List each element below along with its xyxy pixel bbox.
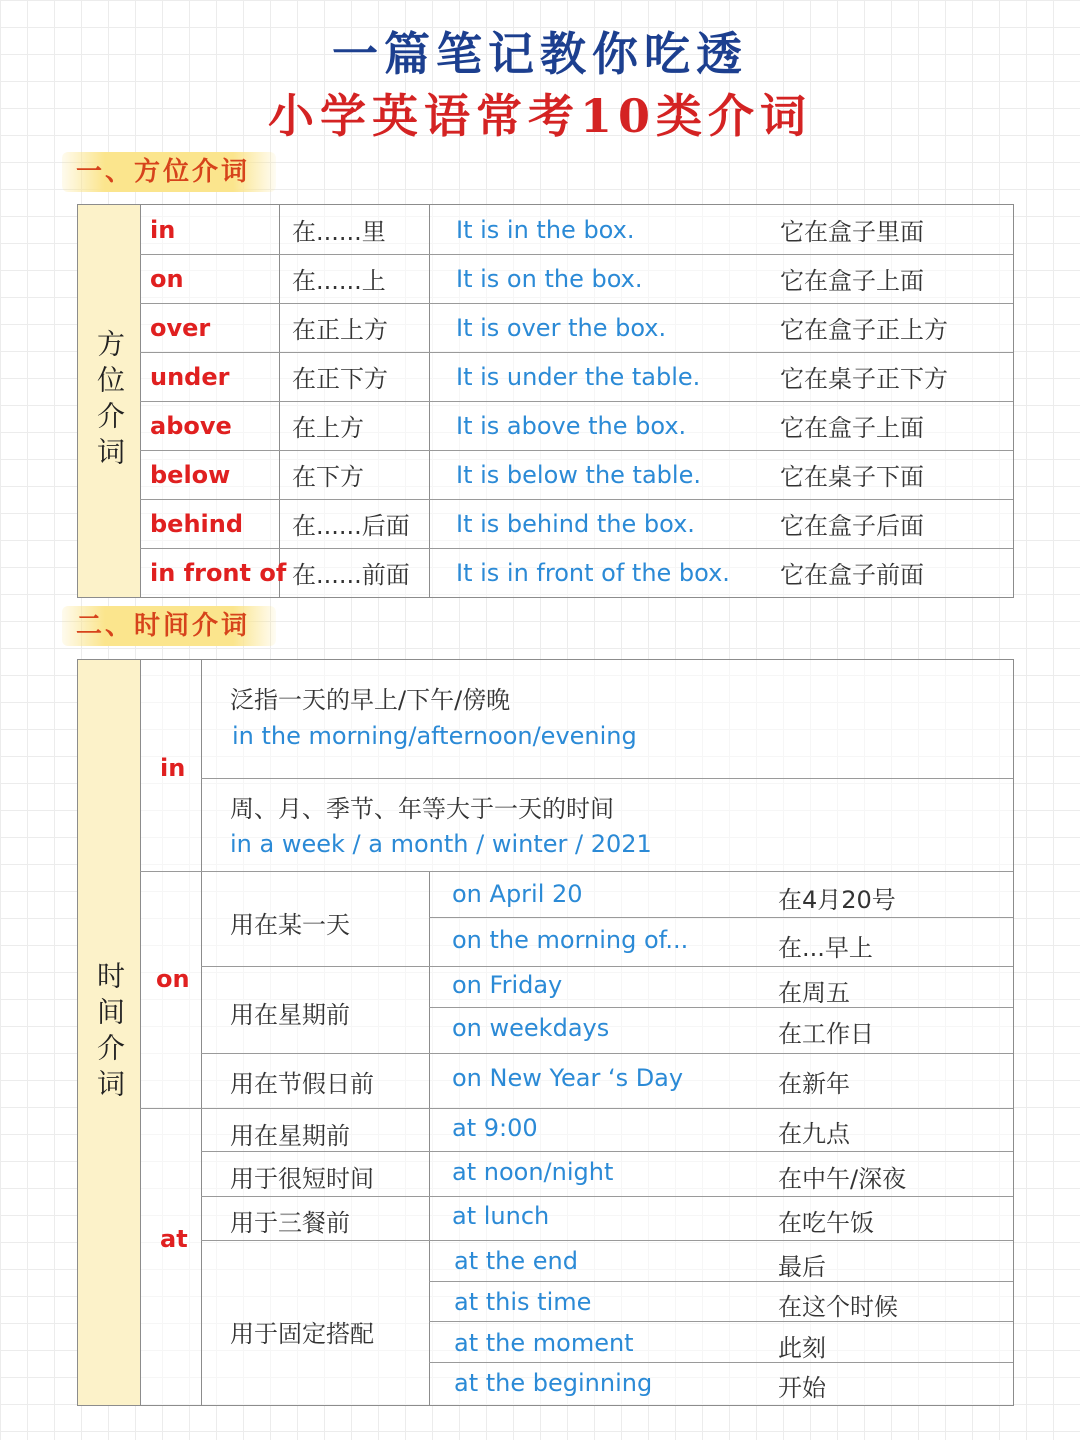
on-translation: 在周五 [778,979,850,1007]
time-prepositions-table [77,659,1014,1406]
meaning: 在......前面 [292,561,410,589]
preposition: below [150,460,231,489]
section-tag-time: 二、时间介词 [62,606,276,646]
in-example-2: in a week / a month / winter / 2021 [230,830,652,858]
time-word-on: on [156,965,190,993]
at-translation: 最后 [778,1253,826,1281]
on-translation: 在...早上 [778,934,873,962]
translation: 它在盒子正上方 [780,316,948,344]
on-example: on weekdays [452,1014,610,1042]
on-translation: 在工作日 [778,1020,874,1048]
preposition: under [150,362,230,391]
location-row [140,499,1013,549]
row-divider [429,1362,1013,1363]
example-sentence: It is over the box. [456,313,667,342]
preposition: on [150,264,184,293]
translation: 它在盒子上面 [780,267,924,295]
location-label: 方位介词 [93,329,126,473]
at-example: at lunch [452,1202,550,1230]
example-sentence: It is on the box. [456,264,643,293]
page-title-line2: 小学英语常考10类介词 [267,89,812,143]
meaning: 在......后面 [292,512,410,540]
at-example: at the end [454,1247,578,1275]
location-prepositions-table [77,204,1014,598]
location-row [140,548,1013,597]
time-word-at: at [160,1225,188,1253]
example-sentence: It is behind the box. [456,509,695,538]
meaning: 在正上方 [292,316,388,344]
in-example-1: in the morning/afternoon/evening [232,722,637,750]
row-divider [429,1281,1013,1282]
at-example: at noon/night [452,1158,614,1186]
row-divider [201,1151,1013,1152]
row-divider [429,1321,1013,1322]
row-divider [201,966,1013,967]
row-divider [201,1240,1013,1241]
column-divider [429,871,430,1405]
location-row [140,205,1013,255]
location-label-cell [78,205,141,597]
on-desc-holiday: 用在节假日前 [230,1070,374,1098]
at-translation: 在吃午饭 [778,1209,874,1237]
preposition: in [150,215,176,244]
at-translation: 在九点 [778,1120,850,1148]
at-example: at the moment [454,1329,634,1357]
translation: 它在盒子后面 [780,512,924,540]
translation: 它在桌子正下方 [780,365,948,393]
on-example: on April 20 [452,880,583,908]
at-desc: 用于固定搭配 [230,1320,374,1348]
location-row [140,254,1013,304]
preposition: behind [150,509,244,538]
row-divider [429,917,1013,918]
row-divider [201,778,1013,779]
on-translation: 在4月20号 [778,886,896,914]
example-sentence: It is in the box. [456,215,635,244]
in-desc-2: 周、月、季节、年等大于一天的时间 [230,795,614,823]
at-translation: 开始 [778,1374,826,1402]
at-desc: 用于很短时间 [230,1165,374,1193]
meaning: 在......里 [292,218,386,246]
meaning: 在......上 [292,267,386,295]
row-divider [201,1053,1013,1054]
location-row [140,450,1013,500]
example-sentence: It is under the table. [456,362,701,391]
at-translation: 在中午/深夜 [778,1165,907,1193]
section-tag-location: 一、方位介词 [62,152,276,192]
translation: 它在盒子上面 [780,414,924,442]
translation: 它在盒子前面 [780,561,924,589]
at-desc: 用于三餐前 [230,1209,350,1237]
at-translation: 此刻 [778,1334,826,1362]
example-sentence: It is above the box. [456,411,687,440]
at-example: at this time [454,1288,592,1316]
example-sentence: It is in front of the box. [456,558,730,587]
location-row [140,303,1013,353]
example-sentence: It is below the table. [456,460,701,489]
translation: 它在桌子下面 [780,463,924,491]
row-divider [429,1007,1013,1008]
row-divider [140,871,1013,872]
on-example: on the morning of... [452,926,689,954]
time-label: 时间介词 [93,960,126,1105]
row-divider [201,1196,1013,1197]
at-example: at 9:00 [452,1114,538,1142]
on-desc-weekday: 用在星期前 [230,1001,350,1029]
preposition: above [150,411,232,440]
column-divider [201,660,202,1405]
time-word-in: in [160,754,186,782]
at-translation: 在这个时候 [778,1293,898,1321]
on-example: on New Year ‘s Day [452,1064,684,1092]
meaning: 在上方 [292,414,364,442]
preposition: over [150,313,211,342]
preposition: in front of [150,558,287,587]
on-example: on Friday [452,971,563,999]
on-translation: 在新年 [778,1070,850,1098]
at-example: at the beginning [454,1369,653,1397]
time-label-cell [78,660,141,1405]
location-row [140,352,1013,402]
meaning: 在下方 [292,463,364,491]
location-row [140,401,1013,451]
at-desc: 用在星期前 [230,1122,350,1150]
on-desc-day: 用在某一天 [230,911,350,939]
in-desc-1: 泛指一天的早上/下午/傍晚 [230,686,511,714]
page-title-line1: 一篇笔记教你吃透 [332,27,748,81]
row-divider [140,1108,1013,1109]
translation: 它在盒子里面 [780,218,924,246]
meaning: 在正下方 [292,365,388,393]
